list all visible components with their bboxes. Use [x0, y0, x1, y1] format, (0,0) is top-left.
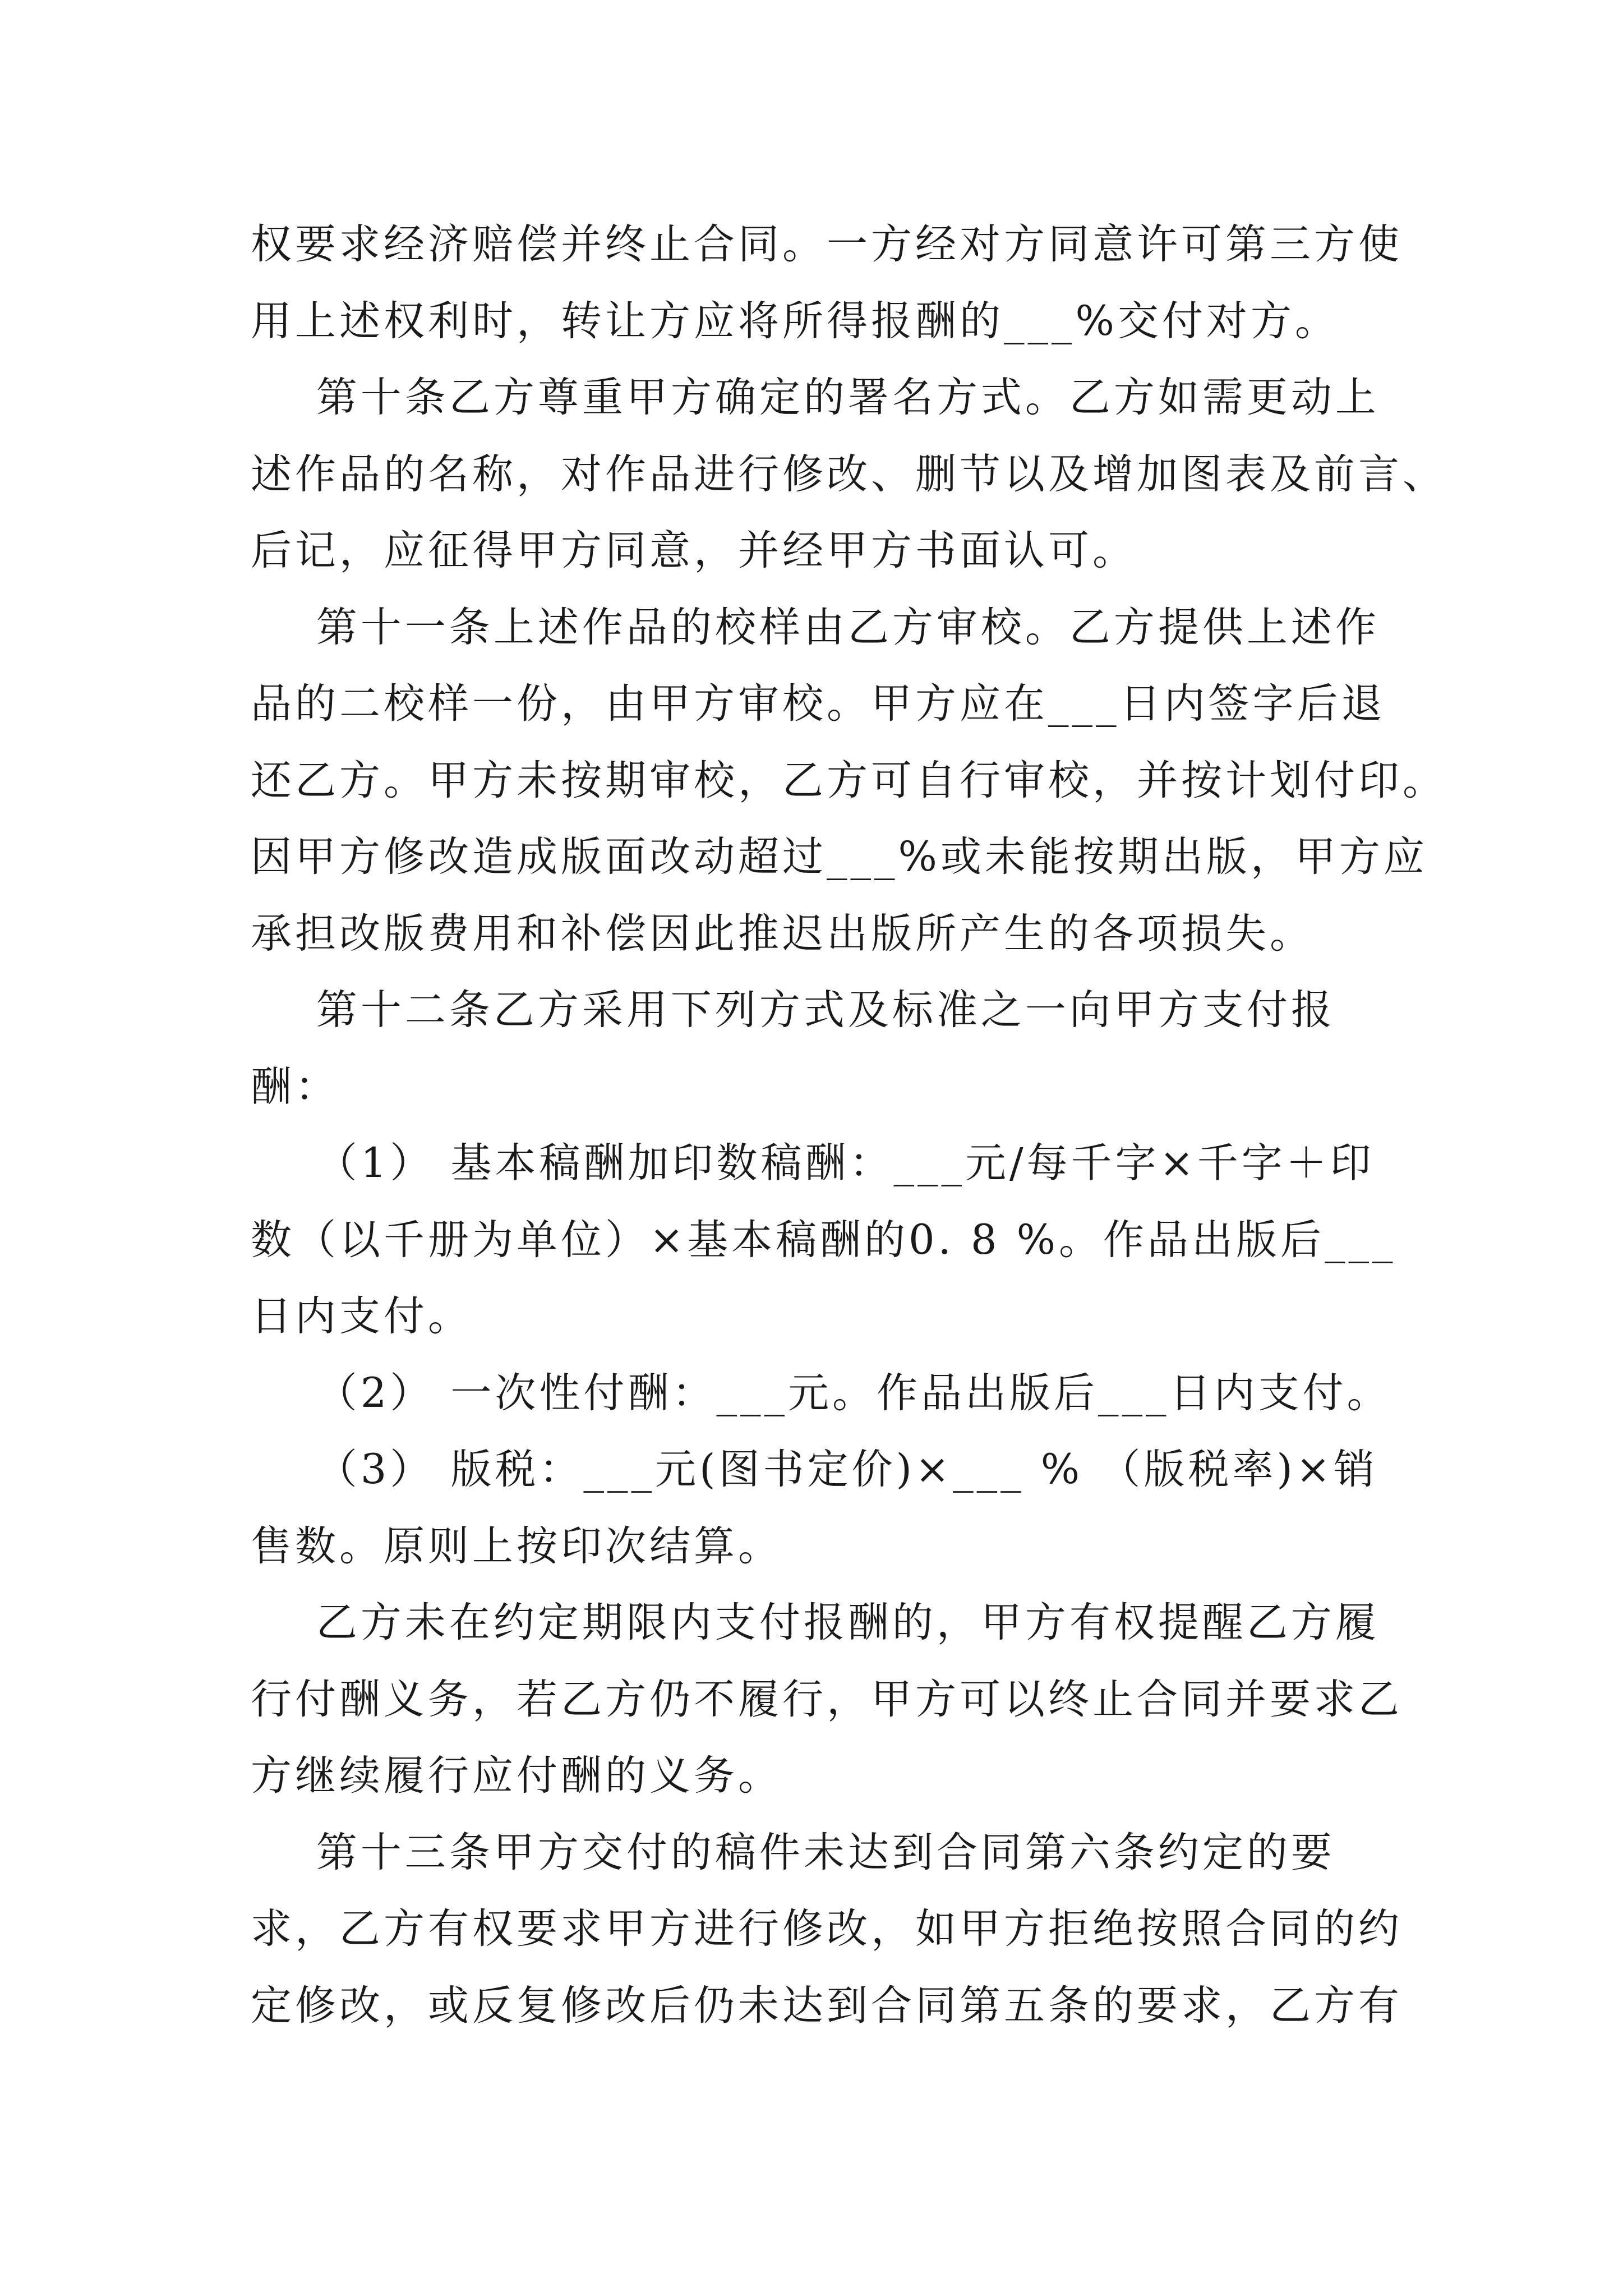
text-line: 因甲方修改造成版面改动超过___%或未能按期出版，甲方应 — [251, 833, 1428, 881]
text-line: 酬： — [251, 1062, 339, 1111]
text-line: 第十二条乙方采用下列方式及标准之一向甲方支付报 — [251, 986, 1335, 1034]
text-line: 权要求经济赔偿并终止合同。一方经对方同意许可第三方使 — [251, 220, 1403, 268]
text-line: （3） 版税：___元(图书定价)×___ % （版税率)×销 — [251, 1446, 1378, 1493]
text-line: 数（以千册为单位）×基本稿酬的0. 8 %。作品出版后___ — [251, 1216, 1396, 1264]
text-line: 求，乙方有权要求甲方进行修改，如甲方拒绝按照合同的约 — [251, 1905, 1403, 1953]
text-line: 后记，应征得甲方同意，并经甲方书面认可。 — [251, 527, 1137, 574]
text-line: 行付酬义务，若乙方仍不履行，甲方可以终止合同并要求乙 — [251, 1675, 1403, 1723]
text-line: 第十一条上述作品的校样由乙方审校。乙方提供上述作 — [251, 603, 1380, 651]
text-line: 方继续履行应付酬的义务。 — [251, 1752, 782, 1800]
text-line: （1） 基本稿酬加印数稿酬：___元/每千字×千字＋印 — [251, 1139, 1375, 1187]
text-line: （2） 一次性付酬：___元。作品出版后___日内支付。 — [251, 1369, 1391, 1417]
text-line: 定修改，或反复修改后仍未达到合同第五条的要求，乙方有 — [251, 1981, 1403, 2030]
text-line: 第十三条甲方交付的稿件未达到合同第六条约定的要 — [251, 1828, 1335, 1876]
text-line: 承担改版费用和补偿因此推迟出版所产生的各项损失。 — [251, 909, 1314, 958]
contract-text-body — [251, 206, 1447, 2044]
text-line: 乙方未在约定期限内支付报酬的，甲方有权提醒乙方履 — [251, 1599, 1380, 1646]
text-line: 述作品的名称，对作品进行修改、删节以及增加图表及前言、 — [251, 450, 1447, 498]
text-line: 日内支付。 — [251, 1292, 472, 1340]
text-line: 还乙方。甲方未按期审校，乙方可自行审校，并按计划付印。 — [251, 756, 1447, 804]
text-line: 售数。原则上按印次结算。 — [251, 1522, 782, 1570]
text-line: 品的二校样一份，由甲方审校。甲方应在___日内签字后退 — [251, 680, 1386, 728]
text-line: 第十条乙方尊重甲方确定的署名方式。乙方如需更动上 — [251, 374, 1380, 421]
text-line: 用上述权利时，转让方应将所得报酬的___%交付对方。 — [251, 297, 1339, 345]
